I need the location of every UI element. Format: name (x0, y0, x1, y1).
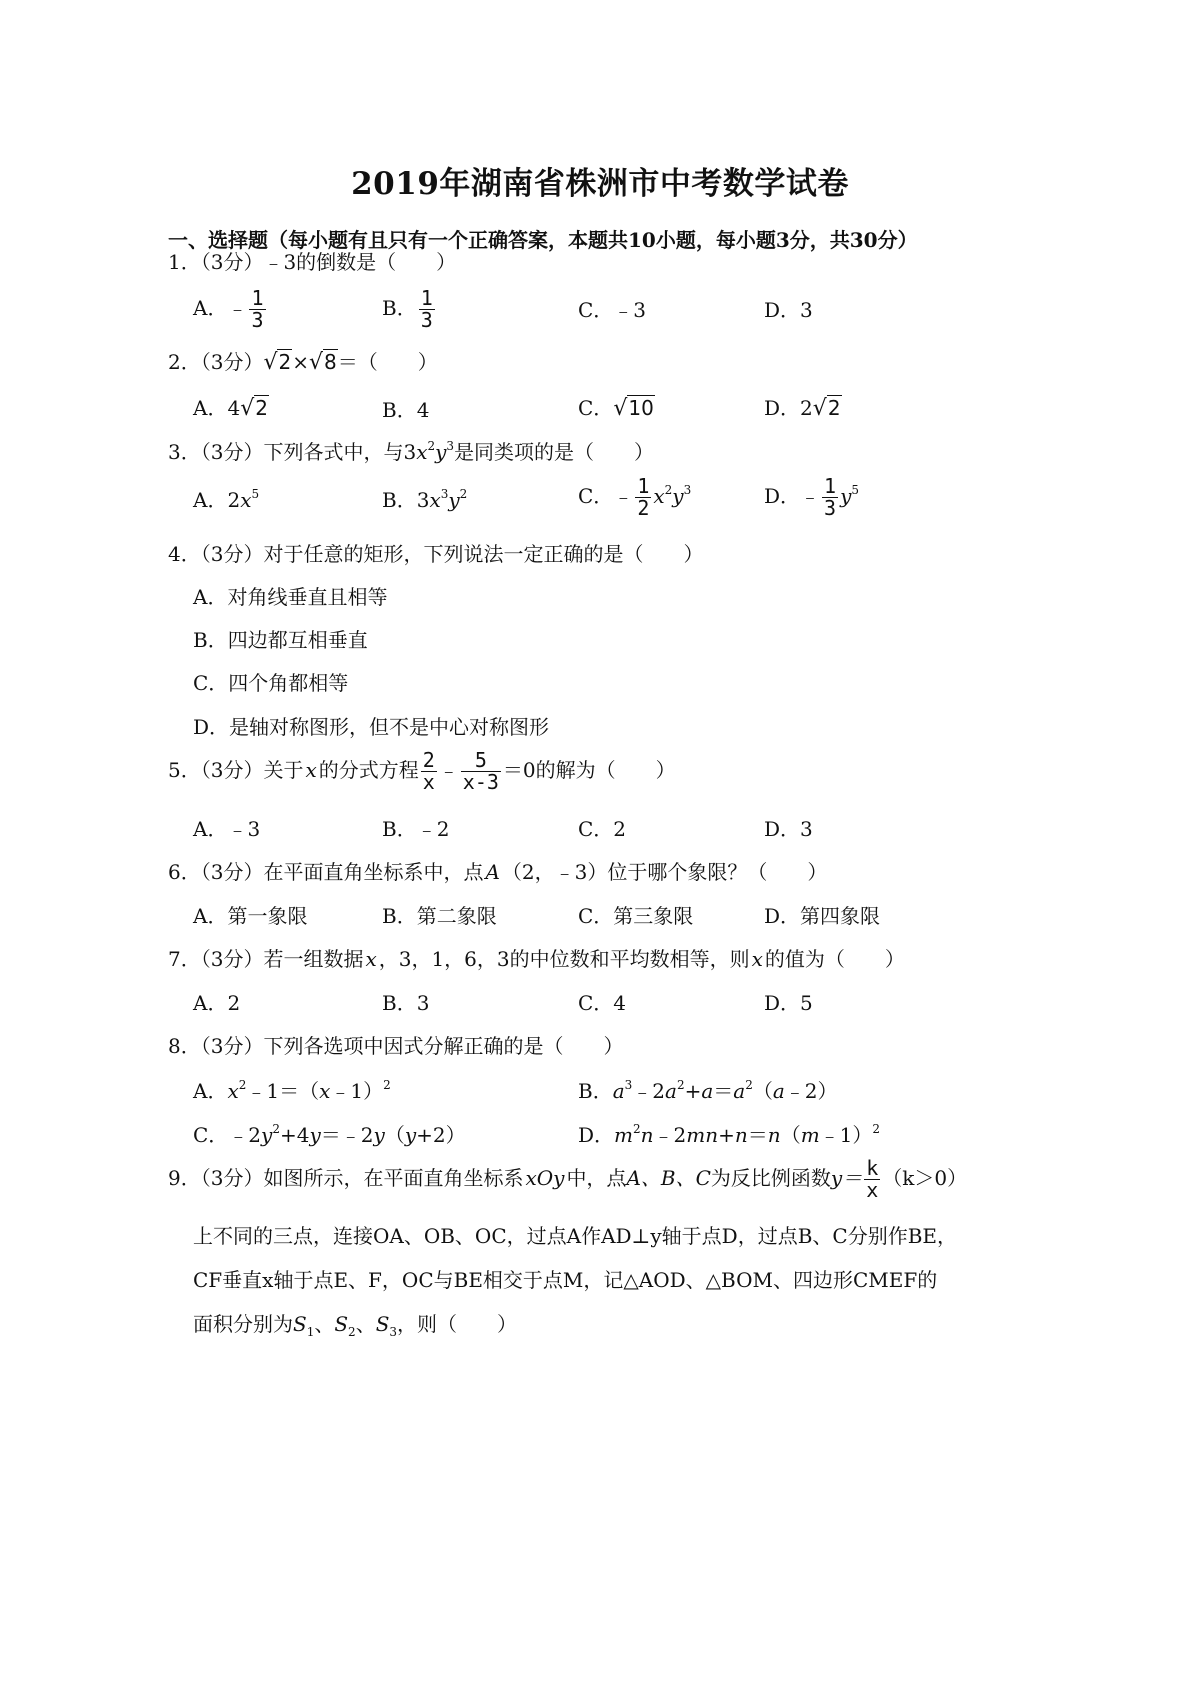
q6-option-b: B．第二象限 (382, 904, 497, 928)
q1-option-a: A．﹣ $\frac{1}{3}$ (193, 286, 264, 332)
q7-option-a: A．2 (193, 991, 241, 1015)
question-9-line-4: 面积分别为$S_1$、$S_2$、$S_3$，则（ ） (193, 1312, 518, 1339)
q7-option-b: B．3 (382, 991, 430, 1015)
q4-option-a: A．对角线垂直且相等 (193, 585, 388, 609)
q8-option-a: A．$x^2﹣1=(x﹣1)^2$ (193, 1078, 391, 1103)
q6-option-d: D．第四象限 (764, 904, 881, 928)
q3-option-a: A．$2x^5$ (193, 487, 260, 512)
q8-option-c: C．$﹣2y^2+4y=﹣2y(y+2)$ (193, 1122, 466, 1147)
q6-option-a: A．第一象限 (193, 904, 308, 928)
question-9-stem: 9．（3分）如图所示，在平面直角坐标系 xOy 中，点A、B、C为反比例函数y＝ $\frac{k}{x}$ （k＞0） (168, 1156, 968, 1202)
question-9-line-3: CF垂直x轴于点E、F，OC与BE相交于点M，记△AOD、△BOM、四边形CMEF的 (193, 1268, 938, 1292)
question-9-line-2: 上不同的三点，连接OA、OB、OC，过点A作AD⊥y轴于点D，过点B、C分别作BE， (193, 1224, 957, 1248)
page-title: 2019年湖南省株洲市中考数学试卷 (351, 166, 849, 202)
q7-option-d: D．5 (764, 991, 813, 1015)
q4-option-d: D．是轴对称图形，但不是中心对称图形 (193, 715, 550, 739)
q4-option-b: B．四边都互相垂直 (193, 628, 368, 652)
q3-option-b: B．$3x^3y^2$ (382, 487, 468, 512)
question-7-stem: 7．（3分）若一组数据 x ，3，1，6，3的中位数和平均数相等，则 x 的值为（ ） (168, 947, 905, 971)
section-heading: 一、选择题（每小题有且只有一个正确答案，本题共10小题，每小题3分，共30分） (168, 228, 918, 252)
q5-option-d: D．3 (764, 817, 813, 841)
q5-option-c: C．2 (578, 817, 627, 841)
question-5-stem: 5．（3分）关于 x 的分式方程 $\frac{2}{x}$ ﹣ $\frac{5}{x-3}$ ＝0的解为（ ） (168, 748, 676, 794)
q8-option-d: D．$m^2n﹣2mn+n=n(m﹣1)^2$ (578, 1122, 881, 1147)
q3-option-c: C．﹣ $\frac{1}{2}$ $x^2y^3$ (578, 474, 692, 520)
q8-option-b: B．$a^3﹣2a^2+a=a^2(a﹣2)$ (578, 1078, 838, 1103)
q7-option-c: C．4 (578, 991, 627, 1015)
question-6-stem: 6．（3分）在平面直角坐标系中，点 A （2，﹣3）位于哪个象限？（ ） (168, 860, 828, 884)
question-1-stem: 1．（3分）﹣3的倒数是（ ） (168, 250, 457, 274)
question-2-stem: 2．（3分）√2×√8＝（ ） (168, 350, 438, 375)
q1-option-d: D．3 (764, 298, 813, 322)
q2-option-b: B．4 (382, 398, 430, 422)
q3-option-d: D．﹣ $\frac{1}{3}$ $y^5$ (764, 474, 860, 520)
q1-option-b: B． $\frac{1}{3}$ (382, 286, 433, 332)
q5-option-a: A．﹣3 (193, 817, 261, 841)
q2-option-c: C．√10 (578, 396, 654, 421)
q6-option-c: C．第三象限 (578, 904, 694, 928)
q2-option-a: A．4√2 (193, 396, 268, 421)
question-3-stem: 3．（3分）下列各式中，与$3x^2y^3$是同类项的是（ ） (168, 439, 655, 464)
question-4-stem: 4．（3分）对于任意的矩形，下列说法一定正确的是（ ） (168, 542, 704, 566)
question-8-stem: 8．（3分）下列各选项中因式分解正确的是（ ） (168, 1034, 624, 1058)
q4-option-c: C．四个角都相等 (193, 671, 349, 695)
q1-option-c: C．﹣3 (578, 298, 647, 322)
q2-option-d: D．2√2 (764, 396, 841, 421)
q5-option-b: B．﹣2 (382, 817, 450, 841)
